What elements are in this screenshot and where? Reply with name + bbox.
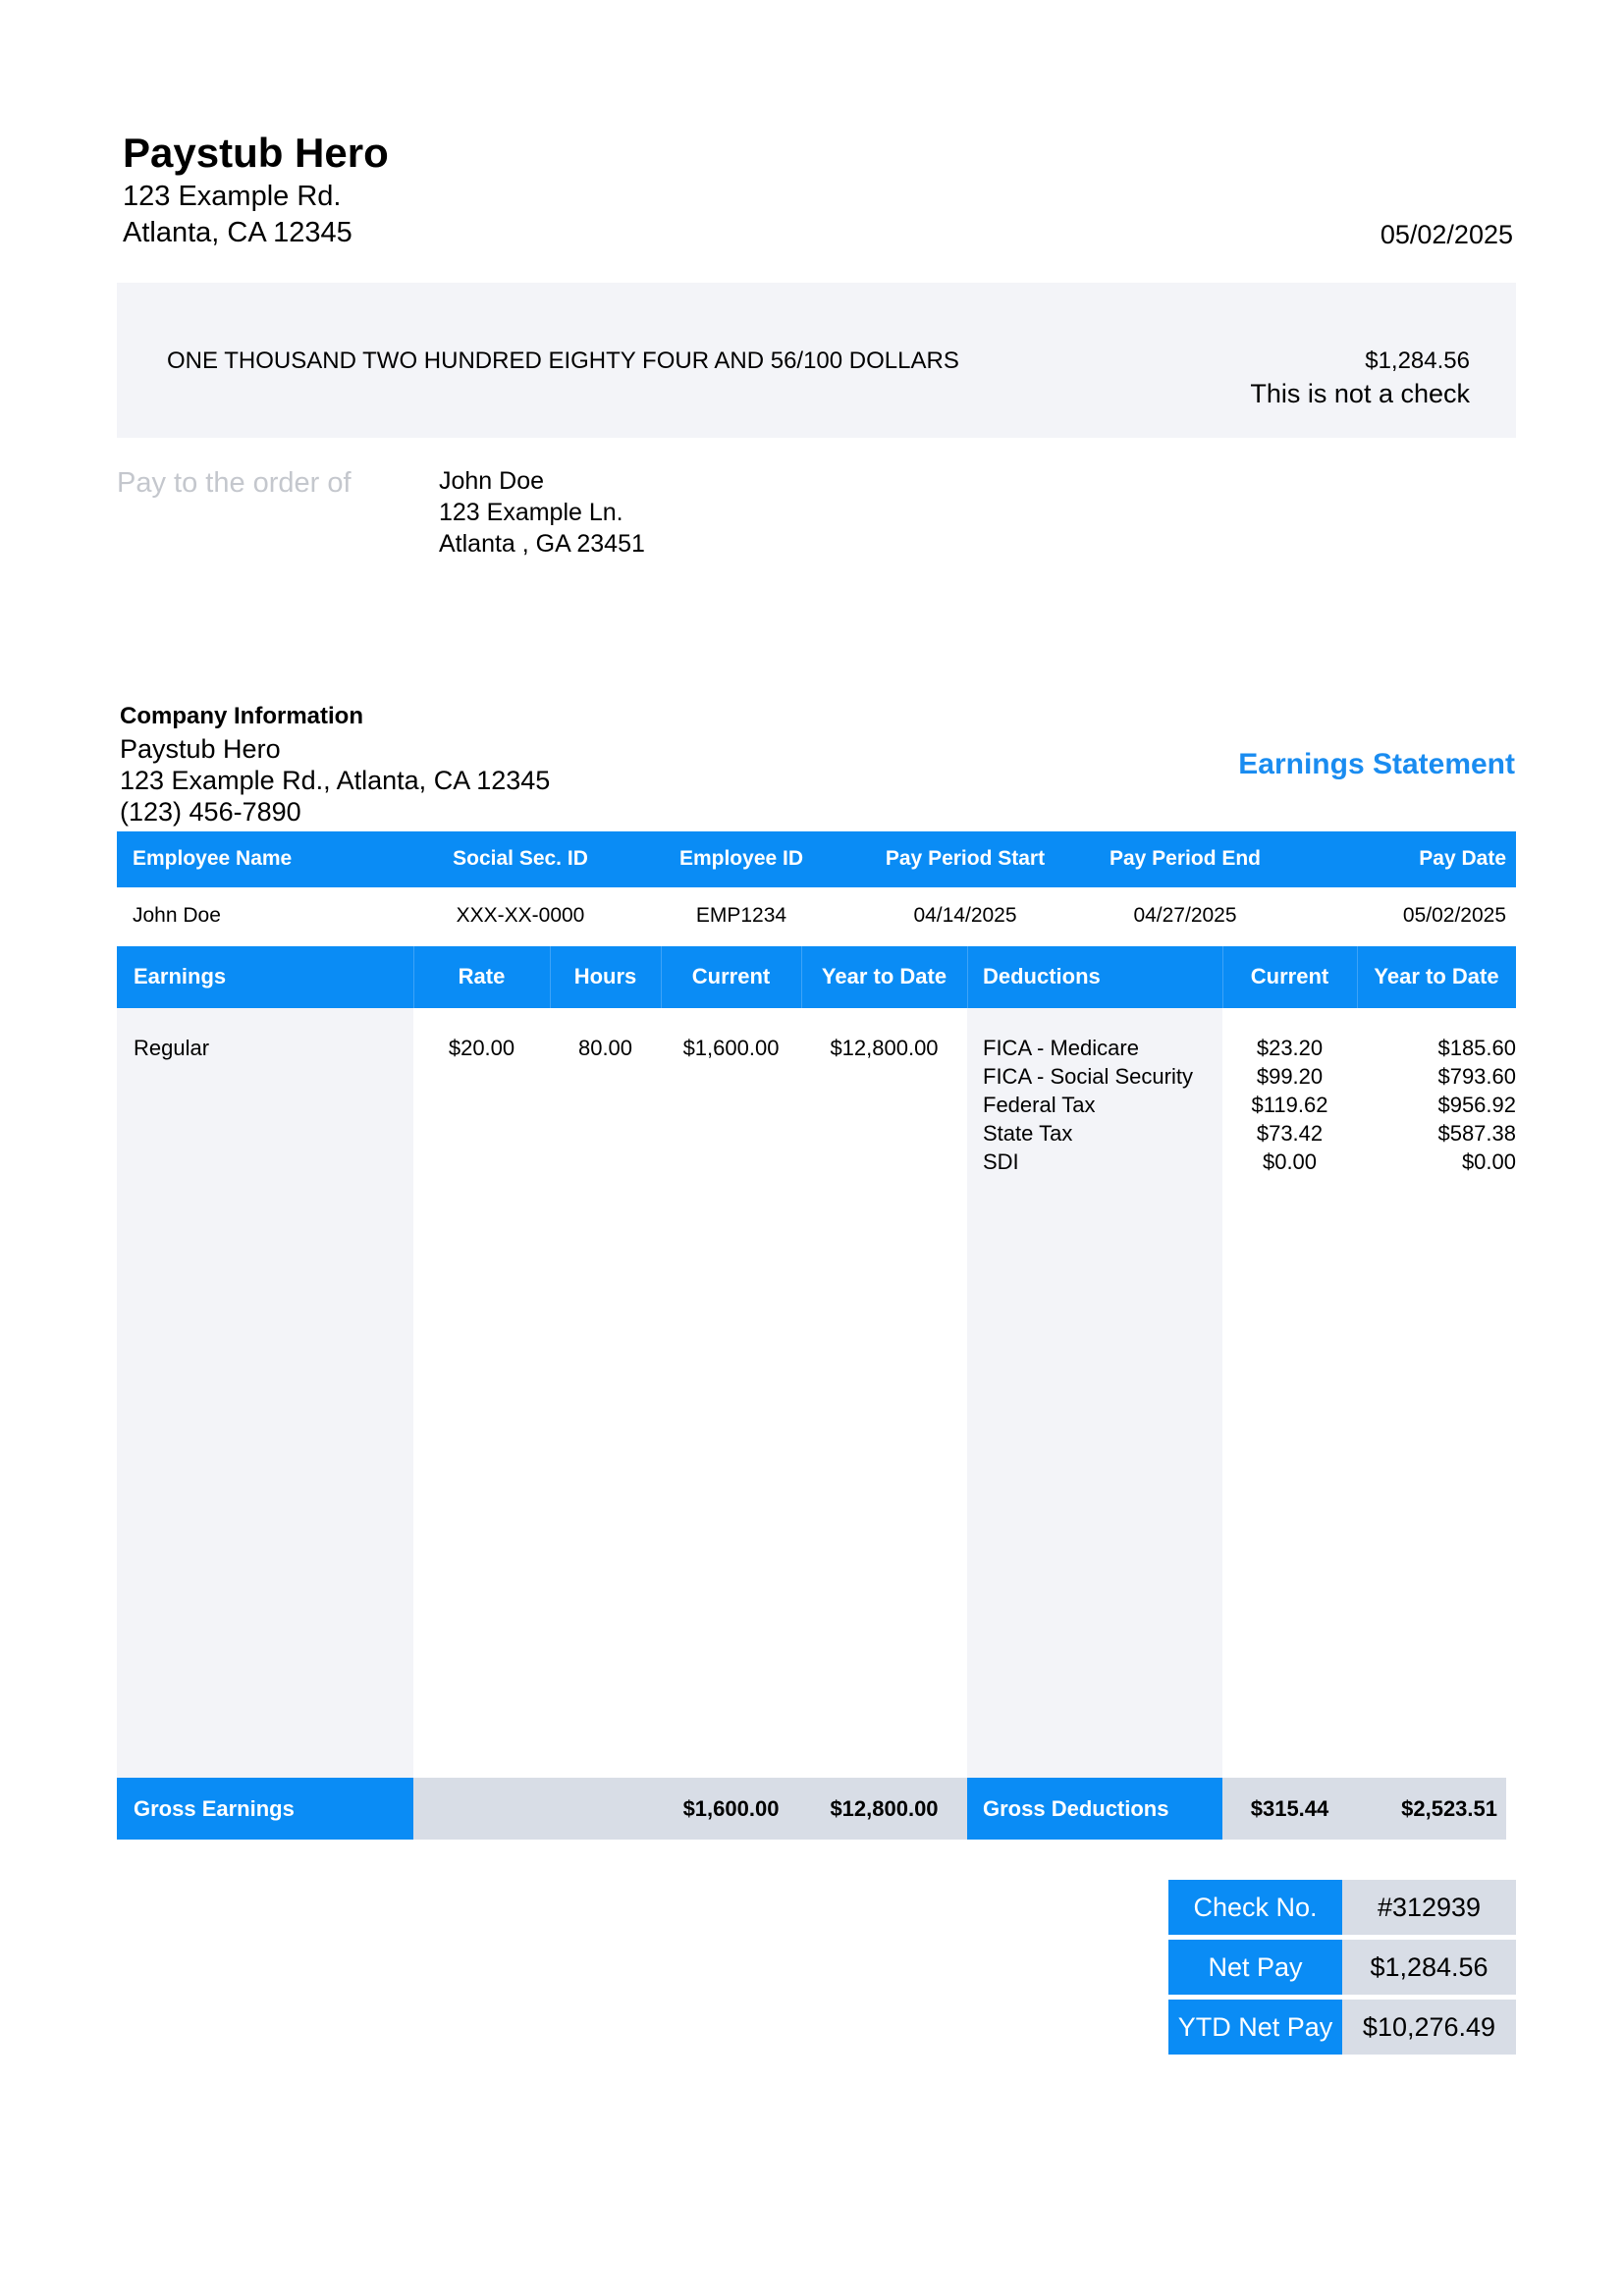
gross-deductions-label: Gross Deductions — [983, 1796, 1169, 1821]
net-pay-label: Net Pay — [1168, 1940, 1342, 1995]
ssn-value: XXX-XX-0000 — [456, 904, 585, 927]
rate-header: Rate — [458, 964, 506, 988]
payee-address-line1: 123 Example Ln. — [439, 499, 623, 526]
earning-current: $1,600.00 — [682, 1036, 780, 1060]
earning-ytd: $12,800.00 — [830, 1036, 939, 1060]
hours-header: Hours — [573, 964, 637, 988]
gross-earnings-label: Gross Earnings — [134, 1796, 295, 1821]
deduction-current: $119.62 — [1251, 1093, 1328, 1117]
deduction-name: State Tax — [983, 1121, 1073, 1146]
stub-date: 05/02/2025 — [1380, 220, 1513, 249]
earning-name: Regular — [134, 1036, 210, 1060]
deduction-ytd: $185.60 — [1437, 1036, 1516, 1060]
net-pay-value: $1,284.56 — [1342, 1940, 1516, 1995]
employee-id-header: Employee ID — [678, 847, 804, 870]
deduction-ytd: $587.38 — [1437, 1121, 1516, 1146]
deduction-current: $23.20 — [1256, 1036, 1324, 1060]
company-info-phone: (123) 456-7890 — [120, 797, 301, 827]
pay-date-value: 05/02/2025 — [1402, 904, 1506, 927]
gross-earnings-current: $1,600.00 — [682, 1796, 780, 1821]
check-amount: $1,284.56 — [1365, 347, 1470, 374]
payee-name: John Doe — [439, 467, 545, 495]
deduction-ytd-header: Year to Date — [1374, 964, 1499, 988]
pay-to-order-label: Pay to the order of — [117, 467, 352, 499]
deduction-name: SDI — [983, 1149, 1019, 1174]
company-info-name: Paystub Hero — [120, 734, 281, 764]
ytd-net-pay-value: $10,276.49 — [1342, 2000, 1516, 2055]
check-number-label: Check No. — [1168, 1880, 1342, 1935]
pay-period-end-value: 04/27/2025 — [1133, 904, 1237, 927]
deduction-current: $99.20 — [1256, 1064, 1324, 1089]
column-divider — [967, 946, 968, 1008]
current-header: Current — [691, 964, 771, 988]
employee-name-header: Employee Name — [133, 847, 293, 870]
deduction-ytd: $793.60 — [1437, 1064, 1516, 1089]
pay-period-start-value: 04/14/2025 — [913, 904, 1017, 927]
company-address-line1: 123 Example Rd. — [123, 181, 342, 212]
ssn-header: Social Sec. ID — [453, 847, 588, 870]
deduction-current: $73.42 — [1256, 1121, 1324, 1146]
company-info-label: Company Information — [120, 703, 364, 729]
earning-hours: 80.00 — [577, 1036, 633, 1060]
ytd-header: Year to Date — [821, 964, 947, 988]
deductions-header: Deductions — [983, 964, 1101, 988]
ytd-net-pay-label: YTD Net Pay — [1168, 2000, 1342, 2055]
deduction-current: $0.00 — [1262, 1149, 1318, 1174]
gross-deductions-ytd: $2,523.51 — [1401, 1796, 1497, 1821]
gross-deductions-current: $315.44 — [1250, 1796, 1329, 1821]
company-name: Paystub Hero — [123, 130, 389, 176]
company-address-line2: Atlanta, CA 12345 — [123, 217, 352, 248]
gross-earnings-ytd: $12,800.00 — [830, 1796, 939, 1821]
pay-period-end-header: Pay Period End — [1109, 847, 1262, 870]
earnings-statement-title: Earnings Statement — [1238, 748, 1515, 780]
employee-id-value: EMP1234 — [695, 904, 787, 927]
earnings-header: Earnings — [134, 964, 227, 988]
earnings-column-panel — [117, 1008, 413, 1778]
pay-period-start-header: Pay Period Start — [885, 847, 1046, 870]
deduction-name: Federal Tax — [983, 1093, 1096, 1117]
deduction-ytd: $0.00 — [1461, 1149, 1516, 1174]
employee-name-value: John Doe — [133, 904, 221, 927]
payee-address-line2: Atlanta , GA 23451 — [439, 530, 645, 558]
check-number-value: #312939 — [1342, 1880, 1516, 1935]
amount-in-words: ONE THOUSAND TWO HUNDRED EIGHTY FOUR AND 56/100 DOLLARS — [167, 347, 959, 374]
company-info-address: 123 Example Rd., Atlanta, CA 12345 — [120, 766, 551, 795]
deduction-name: FICA - Medicare — [983, 1036, 1139, 1060]
pay-date-header: Pay Date — [1419, 847, 1506, 870]
not-a-check-note: This is not a check — [1250, 379, 1470, 408]
deduction-name: FICA - Social Security — [983, 1064, 1193, 1089]
deduction-ytd: $956.92 — [1437, 1093, 1516, 1117]
deduction-current-header: Current — [1250, 964, 1329, 988]
earning-rate: $20.00 — [448, 1036, 515, 1060]
